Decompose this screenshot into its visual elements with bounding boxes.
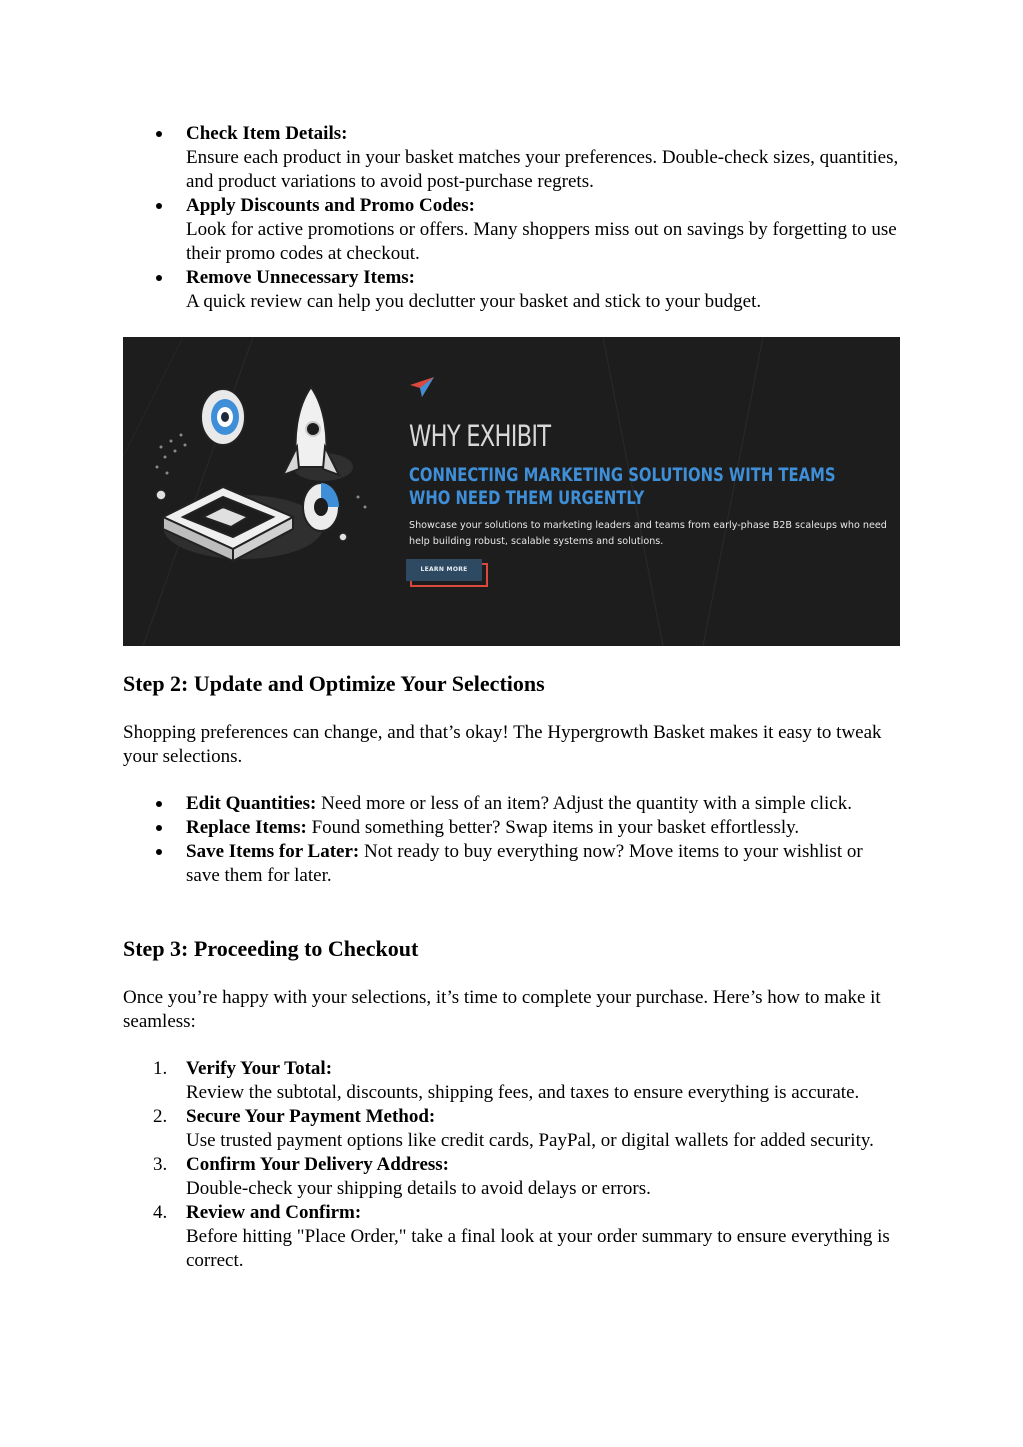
list-item-heading: Save Items for Later: xyxy=(186,841,360,862)
bullet-icon xyxy=(156,825,162,831)
list-item-number: 2. xyxy=(153,1106,168,1127)
banner-subtitle: CONNECTING MARKETING SOLUTIONS WITH TEAMS WHO NEED THEM URGENTLY xyxy=(409,464,836,509)
bullet-icon xyxy=(156,849,162,855)
banner-description: Showcase your solutions to marketing leaders and teams from early-phase B2B scaleups who need help building robust, scalable systems and solutions. xyxy=(409,520,887,547)
list-item xyxy=(123,1153,901,1201)
list-item-heading: Apply Discounts and Promo Codes: xyxy=(186,195,475,216)
list-item-heading: Review and Confirm: xyxy=(186,1202,362,1223)
list-item xyxy=(123,840,901,888)
bullet-icon xyxy=(156,203,162,209)
step3-list xyxy=(123,1057,901,1273)
list-item-heading: Secure Your Payment Method: xyxy=(186,1106,436,1127)
list-item-body: Need more or less of an item? Adjust the quantity with a simple click. xyxy=(321,793,852,814)
list-item xyxy=(123,816,901,840)
bullet-icon xyxy=(156,131,162,137)
list-item-body: Found something better? Swap items in your basket effortlessly. xyxy=(311,817,800,838)
list-item-heading: Remove Unnecessary Items: xyxy=(186,267,415,288)
list-item-body: Use trusted payment options like credit cards, PayPal, or digital wallets for added security. xyxy=(186,1130,874,1151)
step2-heading: Step 2: Update and Optimize Your Selections xyxy=(123,671,545,696)
step3-heading: Step 3: Proceeding to Checkout xyxy=(123,936,419,961)
step2-list xyxy=(123,792,901,888)
isometric-illustration xyxy=(143,377,383,577)
list-item-body: Look for active promotions or offers. Many shoppers miss out on savings by forgetting to use their promo codes at checkout. xyxy=(186,219,897,264)
banner-title: WHY EXHIBIT xyxy=(409,419,551,453)
list-item-body: Not ready to buy everything now? Move items to your wishlist or save them for later. xyxy=(186,841,863,886)
list-item-heading: Check Item Details: xyxy=(186,123,348,144)
list-item xyxy=(123,1057,901,1105)
list-item-heading: Replace Items: xyxy=(186,817,307,838)
list-item xyxy=(123,1201,901,1273)
step2-intro: Shopping preferences can change, and that’s okay! The Hypergrowth Basket makes it easy to tweak your selections. xyxy=(123,722,882,767)
list-item-heading: Verify Your Total: xyxy=(186,1058,333,1079)
bullet-icon xyxy=(156,801,162,807)
list-item xyxy=(123,194,901,266)
list-item-number: 3. xyxy=(153,1154,168,1175)
list-item-body: Review the subtotal, discounts, shipping fees, and taxes to ensure everything is accurate. xyxy=(186,1082,860,1103)
top-bullet-list xyxy=(123,122,901,314)
bullet-icon xyxy=(156,275,162,281)
list-item-number: 4. xyxy=(153,1202,168,1223)
paper-plane-icon xyxy=(410,377,434,397)
list-item xyxy=(123,266,901,314)
list-item xyxy=(123,122,901,194)
why-exhibit-banner xyxy=(123,337,900,646)
list-item xyxy=(123,792,901,816)
learn-more-button[interactable]: LEARN MORE xyxy=(406,559,482,581)
list-item-body: Double-check your shipping details to avoid delays or errors. xyxy=(186,1178,651,1199)
list-item-number: 1. xyxy=(153,1058,168,1079)
list-item-body: A quick review can help you declutter your basket and stick to your budget. xyxy=(186,291,762,312)
list-item-heading: Confirm Your Delivery Address: xyxy=(186,1154,449,1175)
step3-intro: Once you’re happy with your selections, it’s time to complete your purchase. Here’s how to make it seamless: xyxy=(123,987,881,1032)
list-item xyxy=(123,1105,901,1153)
list-item-body: Before hitting "Place Order," take a final look at your order summary to ensure everything is correct. xyxy=(186,1226,890,1271)
list-item-heading: Edit Quantities: xyxy=(186,793,317,814)
list-item-body: Ensure each product in your basket matches your preferences. Double-check sizes, quantities, and product variations to avoid post-purchase regrets. xyxy=(186,147,899,192)
